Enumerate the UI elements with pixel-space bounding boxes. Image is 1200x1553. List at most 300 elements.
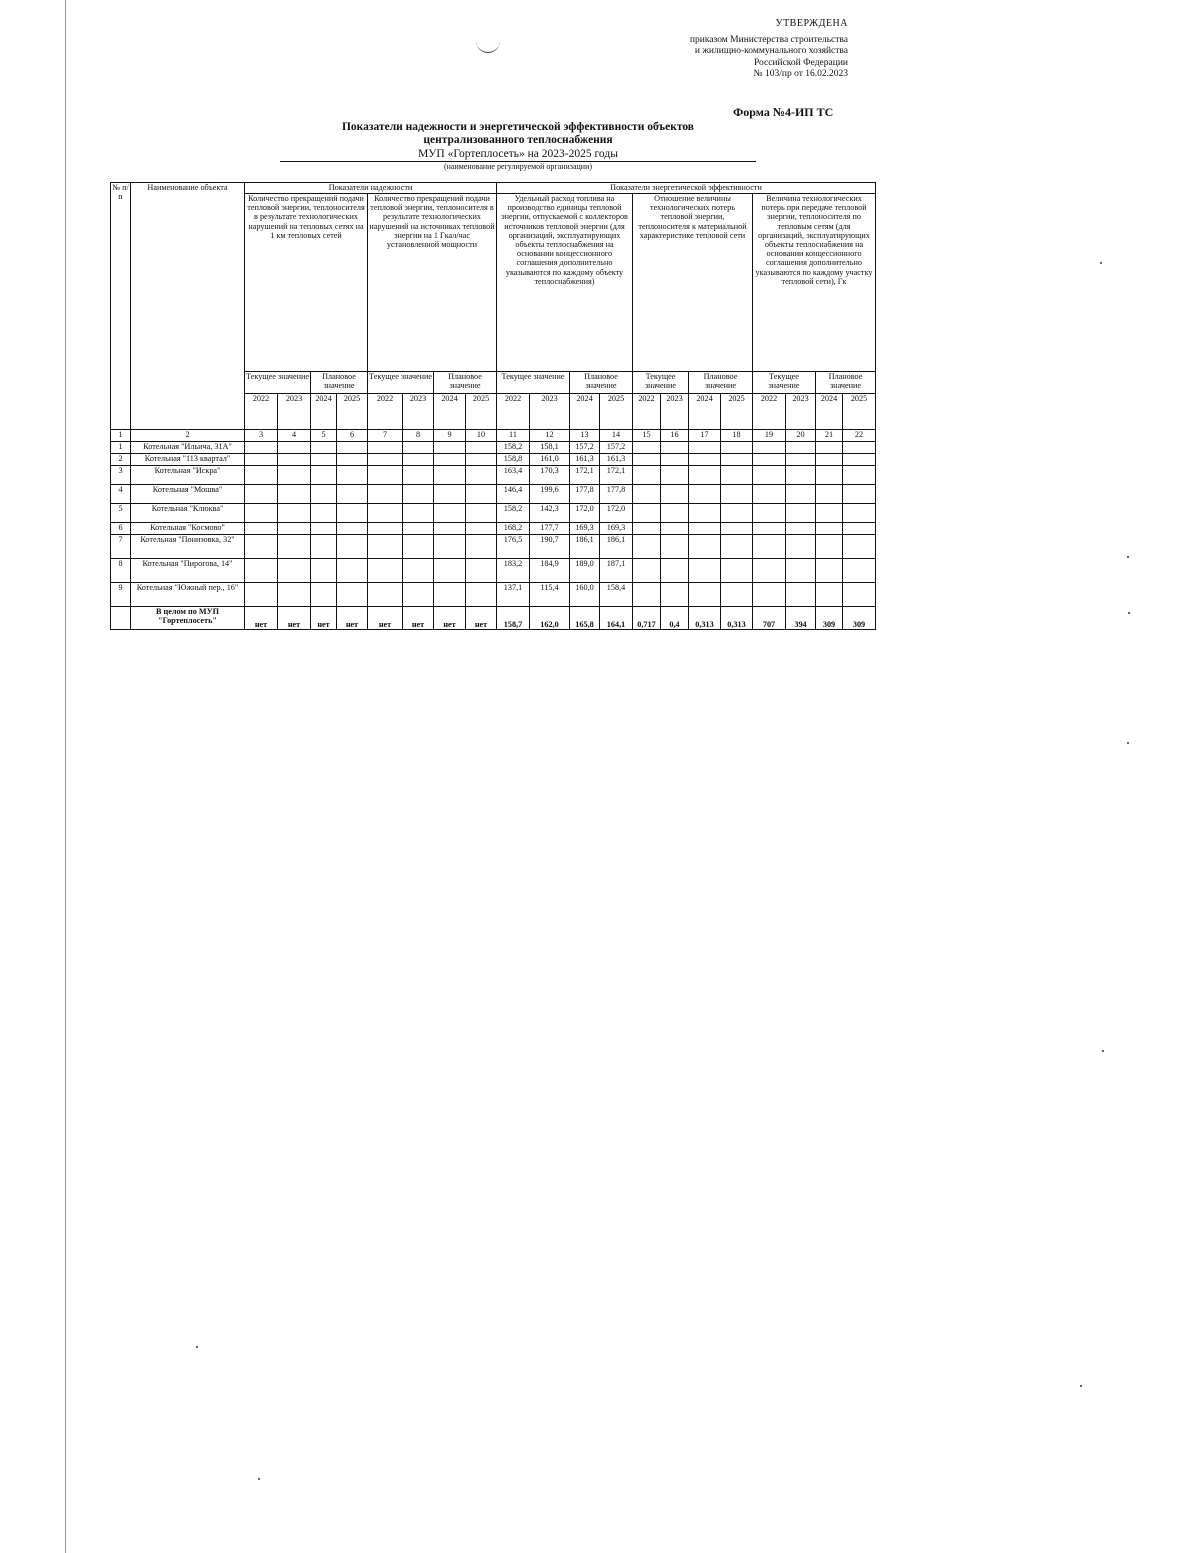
table-cell xyxy=(337,442,368,454)
table-cell xyxy=(403,523,434,535)
table-cell xyxy=(816,583,843,607)
column-number: 18 xyxy=(721,430,753,442)
year-header: 2022 xyxy=(497,394,530,430)
table-cell xyxy=(278,583,311,607)
table-cell: 186,1 xyxy=(600,535,633,559)
scan-edge-line xyxy=(65,0,66,1553)
scan-speck xyxy=(258,1478,260,1480)
table-cell xyxy=(816,535,843,559)
total-cell: 164,1 xyxy=(600,607,633,630)
subheader-planned: Плановое значение xyxy=(816,372,876,394)
column-number-row xyxy=(111,430,876,442)
table-cell xyxy=(368,535,403,559)
total-cell: 162,0 xyxy=(530,607,570,630)
total-cell: 158,7 xyxy=(497,607,530,630)
group-header-loss-ratio: Отношение величины технологических потерь тепловой энергии, теплоносителя к материальной характеристике тепловой сети xyxy=(633,194,753,372)
table-cell xyxy=(311,559,337,583)
table-cell xyxy=(245,466,278,485)
row-object-name: Котельная "113 квартал" xyxy=(131,454,245,466)
table-cell xyxy=(245,454,278,466)
form-label: Форма №4-ИП ТС xyxy=(733,105,834,119)
year-header: 2025 xyxy=(600,394,633,430)
table-cell xyxy=(661,454,689,466)
column-number: 9 xyxy=(434,430,466,442)
approval-line: № 103/пр от 16.02.2023 xyxy=(753,69,848,79)
table-cell: 183,2 xyxy=(497,559,530,583)
table-cell xyxy=(661,523,689,535)
table-cell xyxy=(816,442,843,454)
table-cell xyxy=(843,466,876,485)
table-cell xyxy=(403,454,434,466)
table-cell xyxy=(843,485,876,504)
column-number: 14 xyxy=(600,430,633,442)
year-header: 2025 xyxy=(337,394,368,430)
table-cell xyxy=(689,559,721,583)
year-header: 2024 xyxy=(434,394,466,430)
table-row xyxy=(111,485,876,504)
table-cell xyxy=(368,523,403,535)
table-cell: 163,4 xyxy=(497,466,530,485)
column-number: 19 xyxy=(753,430,786,442)
subheader-current: Текущее значение xyxy=(497,372,570,394)
total-cell: нет xyxy=(311,607,337,630)
scan-speck xyxy=(1100,262,1102,264)
row-number: 4 xyxy=(111,485,131,504)
column-number: 20 xyxy=(786,430,816,442)
year-header: 2023 xyxy=(786,394,816,430)
table-cell xyxy=(721,523,753,535)
total-cell: 707 xyxy=(753,607,786,630)
table-cell xyxy=(786,523,816,535)
year-header: 2024 xyxy=(311,394,337,430)
total-cell: 0,313 xyxy=(721,607,753,630)
year-header: 2023 xyxy=(278,394,311,430)
table-cell xyxy=(661,559,689,583)
table-cell xyxy=(337,559,368,583)
table-cell xyxy=(689,466,721,485)
table-cell xyxy=(434,559,466,583)
table-cell xyxy=(245,535,278,559)
table-cell xyxy=(245,485,278,504)
table-cell xyxy=(311,583,337,607)
row-object-name: Котельная "Искра" xyxy=(131,466,245,485)
table-cell: 172,0 xyxy=(600,504,633,523)
table-cell xyxy=(278,454,311,466)
table-cell: 184,9 xyxy=(530,559,570,583)
table-cell xyxy=(245,523,278,535)
column-number: 4 xyxy=(278,430,311,442)
table-cell xyxy=(337,485,368,504)
group-header-technological-losses: Величина технологических потерь при передаче тепловой энергии, теплоносителя по тепловым сетям (для организаций, эксплуатирующих объекты теплоснабжения на основании концессионного соглашения дополнительно указываются по каждому участку тепловой сети), Гк xyxy=(753,194,876,372)
column-number: 21 xyxy=(816,430,843,442)
table-cell xyxy=(403,559,434,583)
total-cell: нет xyxy=(466,607,497,630)
table-cell xyxy=(434,442,466,454)
group-header-source-outages: Количество прекращений подачи тепловой энергии, теплоносителя в результате технологических нарушений на источниках тепловой энергии на 1 Гкал/час установленной мощности xyxy=(368,194,497,372)
total-cell: 0,313 xyxy=(689,607,721,630)
table-cell: 146,4 xyxy=(497,485,530,504)
table-cell xyxy=(311,523,337,535)
table-cell xyxy=(434,466,466,485)
table-cell xyxy=(786,583,816,607)
row-number: 3 xyxy=(111,466,131,485)
year-header: 2023 xyxy=(661,394,689,430)
table-cell xyxy=(278,559,311,583)
table-cell xyxy=(633,559,661,583)
table-cell xyxy=(661,504,689,523)
table-cell xyxy=(753,504,786,523)
table-cell: 177,8 xyxy=(570,485,600,504)
table-cell xyxy=(753,559,786,583)
column-number: 8 xyxy=(403,430,434,442)
year-header: 2024 xyxy=(816,394,843,430)
total-cell: нет xyxy=(278,607,311,630)
table-cell xyxy=(633,504,661,523)
table-cell xyxy=(786,559,816,583)
table-cell xyxy=(311,454,337,466)
column-number: 2 xyxy=(131,430,245,442)
table-cell xyxy=(633,523,661,535)
year-header: 2022 xyxy=(753,394,786,430)
table-cell: 168,2 xyxy=(497,523,530,535)
row-number: 9 xyxy=(111,583,131,607)
subheader-planned: Плановое значение xyxy=(689,372,753,394)
table-cell xyxy=(368,504,403,523)
table-cell: 158,1 xyxy=(530,442,570,454)
table-cell xyxy=(661,485,689,504)
table-cell xyxy=(466,485,497,504)
table-cell xyxy=(786,504,816,523)
approval-line: и жилищно-коммунального хозяйства xyxy=(694,46,848,56)
approval-line: приказом Министерства строительства xyxy=(689,34,848,45)
table-cell xyxy=(278,442,311,454)
table-cell: 157,2 xyxy=(600,442,633,454)
table-cell: 142,3 xyxy=(530,504,570,523)
table-cell xyxy=(403,583,434,607)
table-cell: 187,1 xyxy=(600,559,633,583)
column-number: 6 xyxy=(337,430,368,442)
subheader-current: Текущее значение xyxy=(753,372,816,394)
row-object-name: Котельная "Понизовка, 32" xyxy=(131,535,245,559)
table-cell xyxy=(434,583,466,607)
table-cell xyxy=(434,535,466,559)
year-header: 2025 xyxy=(843,394,876,430)
table-cell xyxy=(311,466,337,485)
table-cell xyxy=(721,504,753,523)
row-number: 8 xyxy=(111,559,131,583)
header-no: № п/п xyxy=(111,183,131,430)
subheader-current: Текущее значение xyxy=(368,372,434,394)
total-cell: нет xyxy=(403,607,434,630)
table-cell xyxy=(721,485,753,504)
total-cell: нет xyxy=(245,607,278,630)
table-cell xyxy=(689,485,721,504)
column-number: 7 xyxy=(368,430,403,442)
scan-artifact-mark xyxy=(476,40,500,53)
row-number: 7 xyxy=(111,535,131,559)
table-cell: 158,4 xyxy=(600,583,633,607)
table-cell xyxy=(466,454,497,466)
column-number: 10 xyxy=(466,430,497,442)
table-cell xyxy=(337,583,368,607)
column-number: 17 xyxy=(689,430,721,442)
table-cell xyxy=(403,442,434,454)
table-cell xyxy=(311,485,337,504)
table-row xyxy=(111,454,876,466)
table-row xyxy=(111,535,876,559)
table-cell xyxy=(689,442,721,454)
total-row xyxy=(111,607,876,630)
table-cell xyxy=(661,535,689,559)
table-cell: 160,0 xyxy=(570,583,600,607)
table-cell xyxy=(368,442,403,454)
table-cell xyxy=(721,466,753,485)
year-header: 2023 xyxy=(530,394,570,430)
table-row xyxy=(111,504,876,523)
subheader-current: Текущее значение xyxy=(245,372,311,394)
table-cell xyxy=(816,523,843,535)
row-number: 6 xyxy=(111,523,131,535)
table-cell: 199,6 xyxy=(530,485,570,504)
table-row xyxy=(111,583,876,607)
column-number: 1 xyxy=(111,430,131,442)
approval-line: Российской Федерации xyxy=(753,57,848,68)
table-cell xyxy=(245,442,278,454)
table-cell xyxy=(245,504,278,523)
table-cell xyxy=(689,583,721,607)
column-number: 11 xyxy=(497,430,530,442)
organization-caption: (наименование регулируемой организации) xyxy=(443,162,593,171)
table-cell: 189,0 xyxy=(570,559,600,583)
column-number: 16 xyxy=(661,430,689,442)
indicators-table xyxy=(110,182,876,630)
table-cell xyxy=(843,442,876,454)
table-cell xyxy=(689,504,721,523)
table-cell: 161,3 xyxy=(570,454,600,466)
table-cell: 172,0 xyxy=(570,504,600,523)
table-cell: 158,8 xyxy=(497,454,530,466)
table-cell: 158,2 xyxy=(497,504,530,523)
total-cell: нет xyxy=(368,607,403,630)
table-cell: 176,5 xyxy=(497,535,530,559)
table-cell xyxy=(753,466,786,485)
table-cell xyxy=(753,485,786,504)
table-cell xyxy=(753,583,786,607)
column-number: 12 xyxy=(530,430,570,442)
table-cell xyxy=(753,442,786,454)
subheader-planned: Плановое значение xyxy=(311,372,368,394)
table-cell xyxy=(311,535,337,559)
row-object-name: Котельная "Ильича, 31А" xyxy=(131,442,245,454)
total-cell: нет xyxy=(434,607,466,630)
table-cell xyxy=(816,504,843,523)
table-cell xyxy=(816,559,843,583)
table-cell xyxy=(753,535,786,559)
column-number: 15 xyxy=(633,430,661,442)
table-cell xyxy=(633,485,661,504)
table-cell xyxy=(843,504,876,523)
scan-speck xyxy=(1128,612,1130,614)
table-cell xyxy=(843,559,876,583)
subheader-current: Текущее значение xyxy=(633,372,689,394)
table-cell xyxy=(816,454,843,466)
row-object-name: Котельная "Пирогова, 14" xyxy=(131,559,245,583)
table-cell xyxy=(466,442,497,454)
total-cell: 165,8 xyxy=(570,607,600,630)
table-cell: 190,7 xyxy=(530,535,570,559)
table-cell: 177,8 xyxy=(600,485,633,504)
table-cell xyxy=(311,442,337,454)
table-cell xyxy=(368,485,403,504)
total-cell: нет xyxy=(337,607,368,630)
table-row xyxy=(111,559,876,583)
row-number xyxy=(111,607,131,630)
total-row-name: В целом по МУП "Гортеплосеть" xyxy=(131,607,245,630)
table-cell xyxy=(278,485,311,504)
table-cell xyxy=(434,485,466,504)
table-cell xyxy=(466,583,497,607)
column-number: 13 xyxy=(570,430,600,442)
year-header: 2022 xyxy=(633,394,661,430)
table-cell xyxy=(337,535,368,559)
table-cell xyxy=(403,485,434,504)
year-header: 2024 xyxy=(570,394,600,430)
group-header-network-outages: Количество прекращений подачи тепловой энергии, теплоносителя в результате технологических нарушений на тепловых сетях на 1 км тепловых сетей xyxy=(245,194,368,372)
table-cell xyxy=(721,454,753,466)
table-cell xyxy=(368,583,403,607)
subheader-planned: Плановое значение xyxy=(434,372,497,394)
table-cell: 177,7 xyxy=(530,523,570,535)
row-object-name: Котельная "Космово" xyxy=(131,523,245,535)
table-cell xyxy=(786,454,816,466)
table-cell xyxy=(337,454,368,466)
table-cell xyxy=(633,466,661,485)
header-object-name: Наименование объекта xyxy=(131,183,245,430)
year-header: 2025 xyxy=(721,394,753,430)
table-row xyxy=(111,523,876,535)
table-cell xyxy=(753,523,786,535)
table-cell: 137,1 xyxy=(497,583,530,607)
table-cell xyxy=(337,466,368,485)
year-header: 2025 xyxy=(466,394,497,430)
table-cell xyxy=(721,559,753,583)
table-cell xyxy=(245,583,278,607)
subheader-planned: Плановое значение xyxy=(570,372,633,394)
table-cell xyxy=(466,559,497,583)
table-cell: 172,1 xyxy=(570,466,600,485)
approval-heading: УТВЕРЖДЕНА xyxy=(775,18,848,29)
table-cell xyxy=(368,559,403,583)
table-row xyxy=(111,466,876,485)
table-cell: 172,1 xyxy=(600,466,633,485)
table-cell xyxy=(466,523,497,535)
table-cell xyxy=(816,466,843,485)
table-cell xyxy=(843,535,876,559)
total-cell: 0,717 xyxy=(633,607,661,630)
title-line-2: централизованного теплоснабжения xyxy=(423,134,613,146)
table-cell xyxy=(403,466,434,485)
table-cell xyxy=(843,523,876,535)
table-cell xyxy=(661,466,689,485)
table-cell: 170,3 xyxy=(530,466,570,485)
table-cell xyxy=(434,454,466,466)
organization-line: МУП «Гортеплосеть» на 2023-2025 годы xyxy=(280,147,756,162)
table-cell xyxy=(633,442,661,454)
table-cell xyxy=(245,559,278,583)
scan-speck xyxy=(1080,1385,1082,1387)
table-cell xyxy=(278,466,311,485)
title-line-1: Показатели надежности и энергетической эффективности объектов xyxy=(341,121,695,133)
column-number: 5 xyxy=(311,430,337,442)
approval-stamp xyxy=(690,18,848,81)
year-header: 2024 xyxy=(689,394,721,430)
table-cell: 115,4 xyxy=(530,583,570,607)
table-cell xyxy=(786,466,816,485)
scan-speck xyxy=(196,1346,198,1348)
table-cell xyxy=(434,523,466,535)
table-cell xyxy=(721,442,753,454)
data-rows xyxy=(111,442,876,630)
table-cell xyxy=(689,454,721,466)
table-cell xyxy=(368,454,403,466)
table-cell: 157,2 xyxy=(570,442,600,454)
header-reliability: Показатели надежности xyxy=(245,183,497,194)
year-header: 2022 xyxy=(368,394,403,430)
table-cell xyxy=(816,485,843,504)
table-cell xyxy=(403,535,434,559)
table-cell xyxy=(689,523,721,535)
scan-speck xyxy=(1127,742,1129,744)
table-cell xyxy=(633,454,661,466)
table-cell xyxy=(278,523,311,535)
table-cell: 169,3 xyxy=(600,523,633,535)
table-cell xyxy=(661,583,689,607)
table-cell: 186,1 xyxy=(570,535,600,559)
table-cell xyxy=(337,523,368,535)
table-cell: 169,3 xyxy=(570,523,600,535)
total-cell: 0,4 xyxy=(661,607,689,630)
table-cell xyxy=(689,535,721,559)
table-cell xyxy=(278,535,311,559)
table-cell xyxy=(403,504,434,523)
row-object-name: Котельная "Южный пер., 16" xyxy=(131,583,245,607)
table-cell xyxy=(786,535,816,559)
year-header: 2023 xyxy=(403,394,434,430)
table-cell: 161,0 xyxy=(530,454,570,466)
row-number: 5 xyxy=(111,504,131,523)
table-cell: 161,3 xyxy=(600,454,633,466)
table-cell xyxy=(721,583,753,607)
total-cell: 309 xyxy=(843,607,876,630)
table-cell xyxy=(466,466,497,485)
row-object-name: Котельная "Мошва" xyxy=(131,485,245,504)
row-object-name: Котельная "Клюква" xyxy=(131,504,245,523)
table-cell xyxy=(368,466,403,485)
scan-speck xyxy=(1102,1050,1104,1052)
column-number: 22 xyxy=(843,430,876,442)
total-cell: 309 xyxy=(816,607,843,630)
row-number: 2 xyxy=(111,454,131,466)
table-cell xyxy=(753,454,786,466)
table-cell xyxy=(466,504,497,523)
table-cell xyxy=(786,442,816,454)
table-cell xyxy=(311,504,337,523)
table-cell: 158,2 xyxy=(497,442,530,454)
table-row xyxy=(111,442,876,454)
table-cell xyxy=(466,535,497,559)
scan-speck xyxy=(1127,556,1129,558)
column-number: 3 xyxy=(245,430,278,442)
